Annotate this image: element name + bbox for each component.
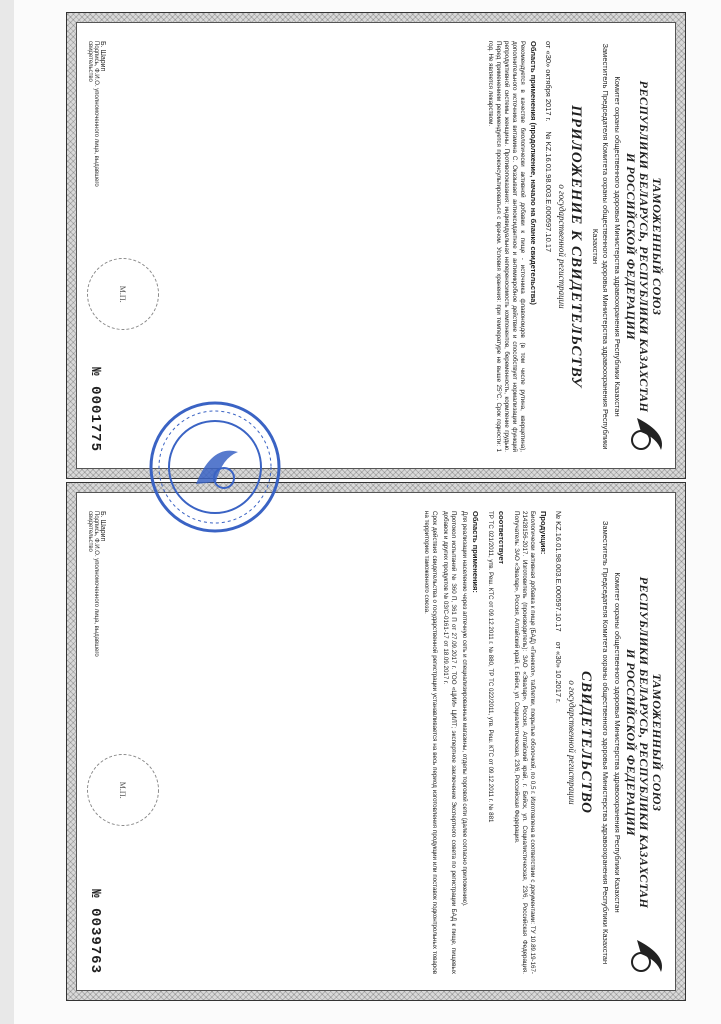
customs-union-emblem-icon (625, 932, 671, 978)
official-blue-stamp-icon (146, 398, 284, 536)
cert-header-countries: РЕСПУБЛИКИ БЕЛАРУСЬ, РЕСПУБЛИКИ КАЗАХСТАН (637, 576, 651, 909)
annex-header-russia: И РОССИЙСКОЙ ФЕДЕРАЦИИ (624, 152, 638, 341)
annex-signer: Б. Шарип (99, 41, 106, 72)
cert-authority: Комитет охраны общественного здоровья Министерства здравоохранения Республики Казахстан (613, 572, 622, 913)
annex-date: от «30» октября 2017 г. (544, 41, 553, 122)
cert-date: от «30» 10.2017 г. (554, 641, 563, 704)
annex-header-countries: РЕСПУБЛИКИ БЕЛАРУСЬ, РЕСПУБЛИКИ КАЗАХСТАН (637, 80, 651, 413)
cert-usage-text: Для реализации населению через аптечную сеть и специализированные магазины, отделы торговой сети (далее согласно приложению). (461, 511, 468, 907)
annex-seal-placeholder (87, 258, 159, 330)
cert-title: СВИДЕТЕЛЬСТВО (578, 671, 594, 814)
cert-conformity-label: соответствует (497, 511, 506, 565)
annex-authority-deputy: Заместитель Председателя Комитета охраны общественного здоровья Министерства здравоохранения Республики Казахстан (591, 43, 610, 450)
annex-title: ПРИЛОЖЕНИЕ К СВИДЕТЕЛЬСТВУ (568, 105, 584, 388)
cert-footer (87, 511, 159, 974)
cert-header-union: ТАМОЖЕННЫЙ СОЮЗ (650, 673, 664, 812)
cert-header-russia: И РОССИЙСКОЙ ФЕДЕРАЦИИ (624, 648, 638, 837)
cert-basis-text: Протокол испытаний № 360 П, 361 П от 27.09.2017 г. ТОО «ЦИИ» ЦИЛТ; экспертное заключение Экспертного совета по регистрации БАД к пище, пищевых добавок и других продуктов № 03/С-0161-17 от 18.09.2017 г. (442, 511, 457, 974)
annex-text: Рекомендуется в качестве биологически активной добавки к пище - источника флавоноидов (в том числе рутина, кверцетина), дополнительного источника витамина С. Оказывает антиоксидантное и антимикробное действие и способствует нормализации функций репродуктивной системы женщины. Противопоказания: индивидуальная непереносимость компонентов, беременность, кормление грудью. Перед применением рекомендуется проконсультироваться с врачом. Условия хранения: при температуре не выше 25°С. Срок годности: 1 год. Не является лекарством. (487, 41, 526, 452)
certificate-body (76, 492, 676, 991)
certificate-rotated-content (77, 493, 677, 992)
cert-serial-number: № 0039763 (87, 889, 103, 974)
certificate-sheet (66, 482, 686, 1001)
cert-authority-deputy: Заместитель Председателя Комитета охраны общественного здоровья Министерства здравоохранения Республики Казахстан (601, 520, 610, 965)
annex-authority: Комитет охраны общественного здоровья Министерства здравоохранения Республики Казахстан (613, 76, 622, 417)
cert-reg-number: № KZ.16.01.98.003.Е.000597.10.17 (554, 511, 563, 632)
customs-union-emblem-icon (625, 410, 671, 456)
annex-footer (87, 41, 159, 452)
cert-product-label: Продукция: (539, 511, 548, 555)
cert-validity-text: Срок действия свидетельства о государственной регистрации устанавливается на весь период изготовления продукции или поставок подконтрольных товаров на территорию таможенного союза. (423, 511, 438, 974)
annex-reg-row (544, 41, 553, 452)
cert-conformity-text: ТР ТС 021/2011, утв. Реш. КТС от 09.12.2011 г. № 880, ТР ТС 022/2011, утв. Реш. КТС от 09.12.2011 г. № 881 (487, 511, 494, 823)
cert-seal-label: М.П. (118, 781, 128, 799)
cert-subtitle: о государственной регистрации (567, 680, 577, 805)
annex-section-label: Область применения (продолжение, начало на бланке свидетельства) (529, 41, 538, 305)
cert-product-text: Биологически активная добавка к пище (БАД) «Гинекол», таблетки, покрытые оболочкой, по 0,5 г. Изготовлена в соответствии с документами: ТУ 10.89.19-167-21428156-2017. Изготовитель (производитель): ЗАО «Эвалар», Россия, Алтайский край, г. Бийск, ул. Социалистическая, 23/6, Российская Федерация. Получатель: ЗАО «Эвалар», Россия, Алтайский край, г. Бийск, ул. Социалистическая, 23/6, Российская Федерация. (513, 511, 536, 974)
cert-reg-row (554, 511, 563, 974)
annex-seal-label: М.П. (118, 285, 128, 303)
cert-usage-label: Область применения: (471, 511, 480, 593)
annex-signature-note: Подпись, Ф.И.О. уполномоченного лица, выдавшего свидетельство (87, 41, 99, 187)
annex-subtitle: о государственной регистрации (557, 184, 567, 309)
annex-serial-number: № 0001775 (87, 367, 103, 452)
scan-edge (0, 0, 14, 1024)
cert-signer: Б. Шарип (99, 511, 106, 542)
annex-reg-number: № KZ.16.01.98.003.Е.000597.10.17 (544, 131, 553, 253)
cert-signature-note: Подпись, Ф.И.О. уполномоченного лица, выдавшего свидетельство (87, 511, 99, 657)
cert-seal-placeholder (87, 754, 159, 826)
annex-header-union: ТАМОЖЕННЫЙ СОЮЗ (650, 177, 664, 316)
